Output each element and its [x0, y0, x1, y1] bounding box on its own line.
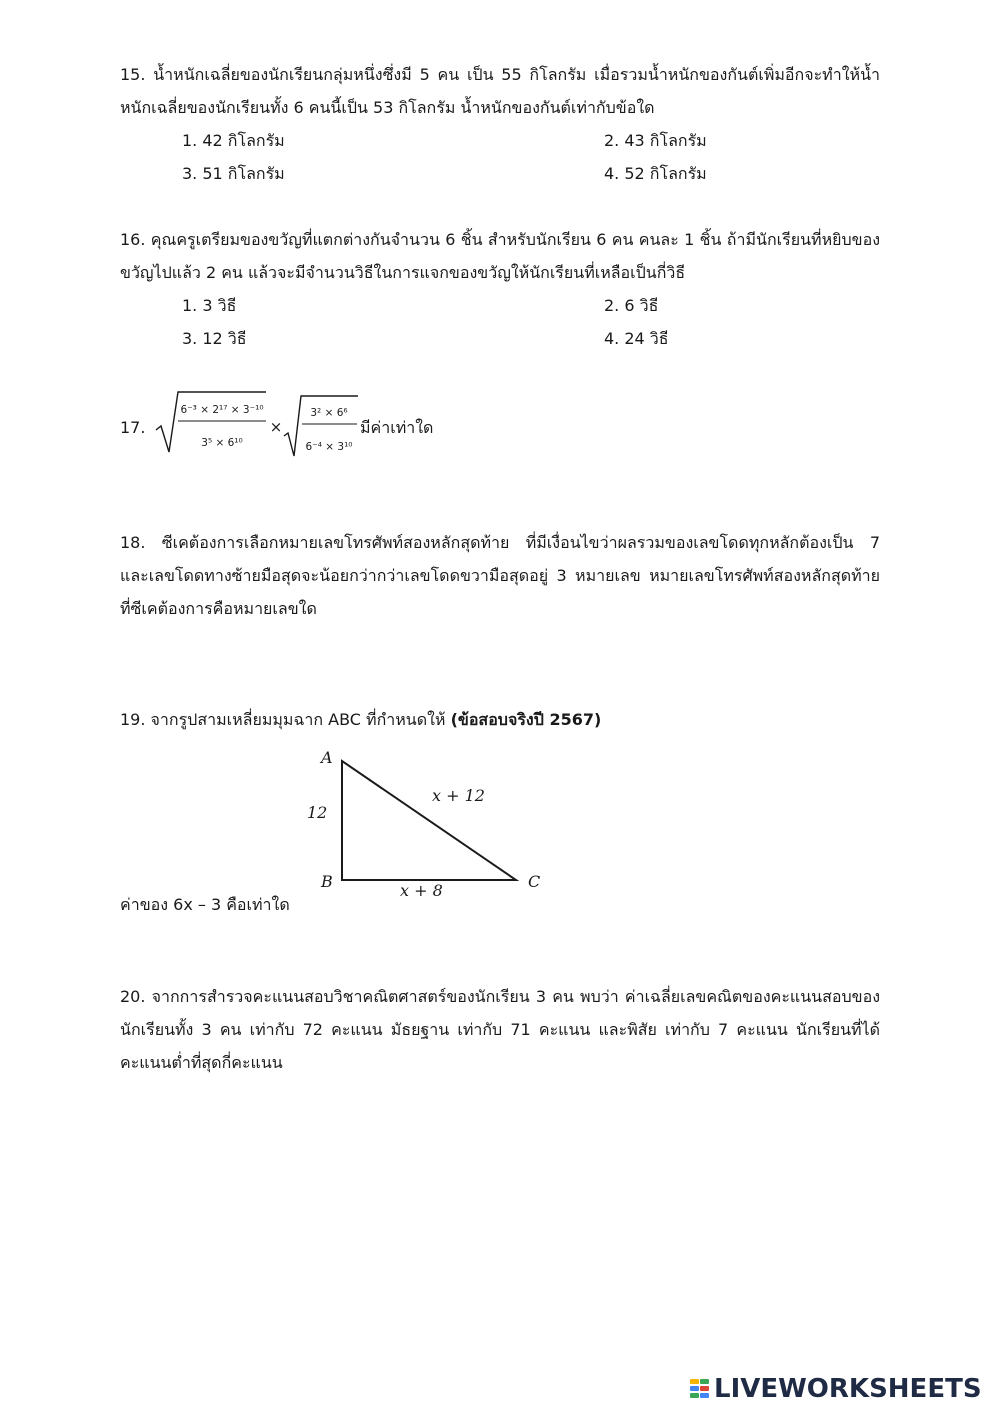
vertex-c-label: C: [528, 872, 541, 891]
question-15-choice-3[interactable]: 3. 51 กิโลกรัม: [182, 164, 285, 183]
question-15-choices: [120, 124, 880, 190]
question-15-text: 15. น้ำหนักเฉลี่ยของนักเรียนกลุ่มหนึ่งซึ่งมี 5 คน เป็น 55 กิโลกรัม เมื่อรวมน้ำหนักของกันต์เพิ่มอีกจะทำให้น้ำหนักเฉลี่ยของนักเรียนทั้ง 6 คนนี้เป็น 53 กิโลกรัม น้ำหนักของกันต์เท่ากับข้อใด: [120, 65, 880, 117]
question-19-heading: [120, 703, 880, 736]
question-15-choice-4[interactable]: 4. 52 กิโลกรัม: [604, 164, 707, 183]
logo-block-blue: [690, 1386, 699, 1391]
side-bc-label: x + 8: [400, 881, 443, 900]
question-16-choice-4[interactable]: 4. 24 วิธี: [604, 329, 669, 348]
question-16-text: 16. คุณครูเตรียมของขวัญที่แตกต่างกันจำนวน 6 ชิ้น สำหรับนักเรียน 6 คน คนละ 1 ชิ้น ถ้ามีนักเรียนที่หยิบของขวัญไปแล้ว 2 คน แล้วจะมีจำนวนวิธีในการแจกของขวัญให้นักเรียนที่เหลือเป็นกี่วิธี: [120, 230, 880, 282]
logo-block-blue-2: [700, 1393, 709, 1398]
side-ac-label: x + 12: [432, 786, 485, 805]
liveworksheets-logo-icon: [690, 1378, 710, 1400]
question-15: [120, 58, 880, 190]
logo-block-green: [700, 1379, 709, 1384]
side-ab-label: 12: [307, 803, 328, 822]
logo-text: LIVEWORKSHEETS: [714, 1374, 982, 1404]
fraction-1-denominator: 3⁵ × 6¹⁰: [201, 437, 243, 449]
logo-block-green-2: [690, 1393, 699, 1398]
question-16-choice-1[interactable]: 1. 3 วิธี: [182, 296, 237, 315]
liveworksheets-logo: [690, 1374, 982, 1404]
question-18: [120, 526, 880, 625]
question-16: [120, 223, 880, 355]
question-15-choice-1[interactable]: 1. 42 กิโลกรัม: [182, 131, 285, 150]
times-sign: ×: [269, 418, 283, 436]
question-19-text: 19. จากรูปสามเหลี่ยมมุมฉาก ABC ที่กำหนดให้: [120, 710, 451, 729]
exam-year-note: (ข้อสอบจริงปี 2567): [450, 710, 602, 729]
question-20-text: 20. จากการสำรวจคะแนนสอบวิชาคณิตศาสตร์ของนักเรียน 3 คน พบว่า ค่าเฉลี่ยเลขคณิตของคะแนนสอบของนักเรียนทั้ง 3 คน เท่ากับ 72 คะแนน มัธยฐาน เท่ากับ 71 คะแนน และพิสัย เท่ากับ 7 คะแนน นักเรียนที่ได้คะแนนต่ำที่สุดกี่คะแนน: [120, 987, 880, 1072]
vertex-a-label: A: [321, 748, 333, 767]
logo-block-red: [700, 1386, 709, 1391]
fraction-1-numerator: 6⁻³ × 2¹⁷ × 3⁻¹⁰: [180, 404, 264, 416]
logo-block-yellow: [690, 1379, 699, 1384]
fraction-2-numerator: 3² × 6⁶: [310, 407, 348, 419]
question-18-text: 18. ซีเคต้องการเลือกหมายเลขโทรศัพท์สองหลักสุดท้าย ที่มีเงื่อนไขว่าผลรวมของเลขโดดทุกหลักต้องเป็น 7 และเลขโดดทางซ้ายมือสุดจะน้อยกว่ากว่าเลขโดดขวามือสุดอยู่ 3 หมายเลข หมายเลขโทรศัพท์สองหลักสุดท้ายที่ซีเคต้องการคือหมายเลขใด: [120, 533, 880, 618]
question-19-question: ค่าของ 6x – 3 คือเท่าใด: [120, 895, 290, 914]
question-16-choice-3[interactable]: 3. 12 วิธี: [182, 329, 247, 348]
question-20: [120, 980, 880, 1079]
question-17: [120, 388, 620, 468]
question-15-choice-2[interactable]: 2. 43 กิโลกรัม: [604, 131, 707, 150]
question-19: [120, 703, 880, 736]
question-17-tail: มีค่าเท่าใด: [360, 418, 434, 437]
question-16-choices: [120, 289, 880, 355]
question-16-choice-2[interactable]: 2. 6 วิธี: [604, 296, 659, 315]
radical-expression: [154, 388, 364, 460]
fraction-2-denominator: 6⁻⁴ × 3¹⁰: [305, 441, 353, 453]
vertex-b-label: B: [321, 872, 333, 891]
question-17-number: 17.: [120, 418, 146, 437]
triangle-outline: [342, 761, 516, 880]
